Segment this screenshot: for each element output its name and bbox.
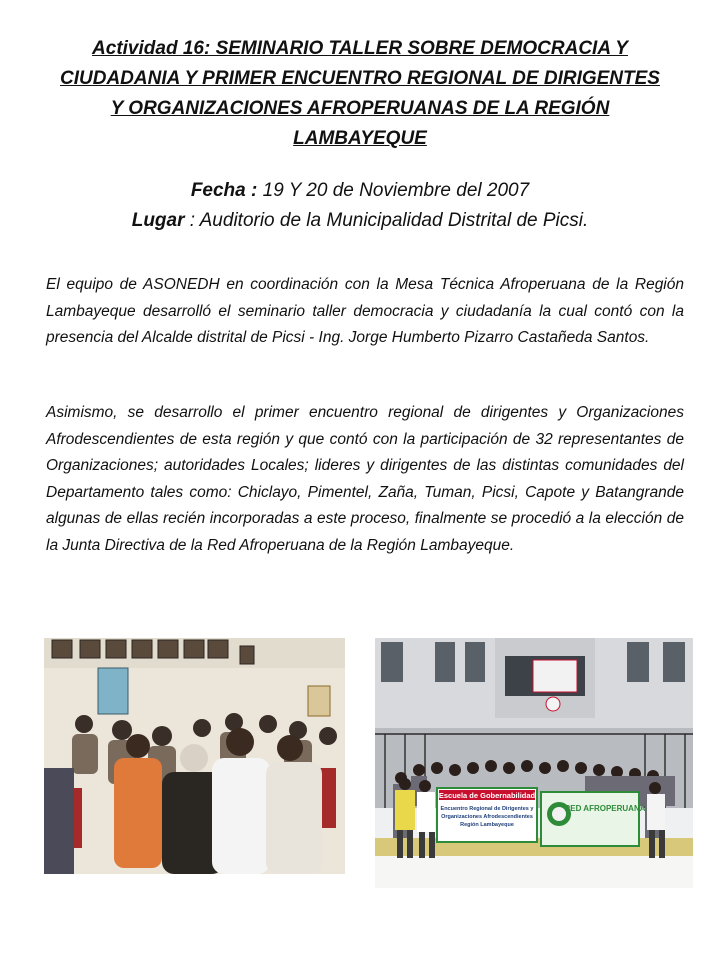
paragraph-1: El equipo de ASONEDH en coordinación con la Mesa Técnica Afroperuana de la Región Lambayeque desarrolló el seminario taller democracia y ciudadanía la cual contó con la presencia del Alcalde distrital de Picsi - Ing. Jorge Humberto Pizarro Castañeda Santos. <box>46 276 684 347</box>
title-line-4: LAMBAYEQUE <box>293 128 427 149</box>
banner-2-text: RED AFROPERUANA <box>564 804 646 813</box>
title-line-1: Actividad 16: SEMINARIO TALLER SOBRE DEMOCRACIA Y <box>92 38 628 59</box>
page-title <box>40 34 680 154</box>
group-photo-illustration <box>375 638 693 888</box>
group-photo-with-banners <box>375 638 693 888</box>
place-line <box>40 206 680 236</box>
title-line-2: CIUDADANIA Y PRIMER ENCUENTRO REGIONAL DE DIRIGENTES <box>60 68 660 89</box>
place-label: Lugar <box>131 210 185 231</box>
banner-1-line-3: Organizaciones Afrodescendientes <box>441 814 533 820</box>
date-label: Fecha : <box>190 180 258 201</box>
seminar-audience-illustration <box>44 638 345 874</box>
event-details <box>40 176 680 236</box>
seminar-audience-photo <box>44 638 345 874</box>
banner-1-line-4: Región Lambayeque <box>460 822 514 828</box>
banner-1-line-2: Encuentro Regional de Dirigentes y <box>440 806 534 812</box>
banner-1-line-1: Escuela de Gobernabilidad <box>438 791 536 800</box>
date-line <box>40 176 680 206</box>
title-line-3: Y ORGANIZACIONES AFROPERUANAS DE LA REGIÓN <box>110 98 610 119</box>
place-value: : Auditorio de la Municipalidad Distrital de Picsi. <box>184 210 589 231</box>
date-value: 19 Y 20 de Noviembre del 2007 <box>257 180 530 201</box>
paragraph-2: Asimismo, se desarrollo el primer encuentro regional de dirigentes y Organizaciones Afrodescendientes de esta región y que contó con la participación de 32 representantes de Organizaciones; autoridades Locales; lideres y dirigentes de las distintas comunidades del Departamento tales como: Chiclayo, Pimentel, Zaña, Tuman, Picsi, Capote y Batangrande algunas de ellas recién incorporadas a este proceso, finalmente se procedió a la elección de la Junta Directiva de la Red Afroperuana de la Región Lambayeque. <box>46 404 684 554</box>
